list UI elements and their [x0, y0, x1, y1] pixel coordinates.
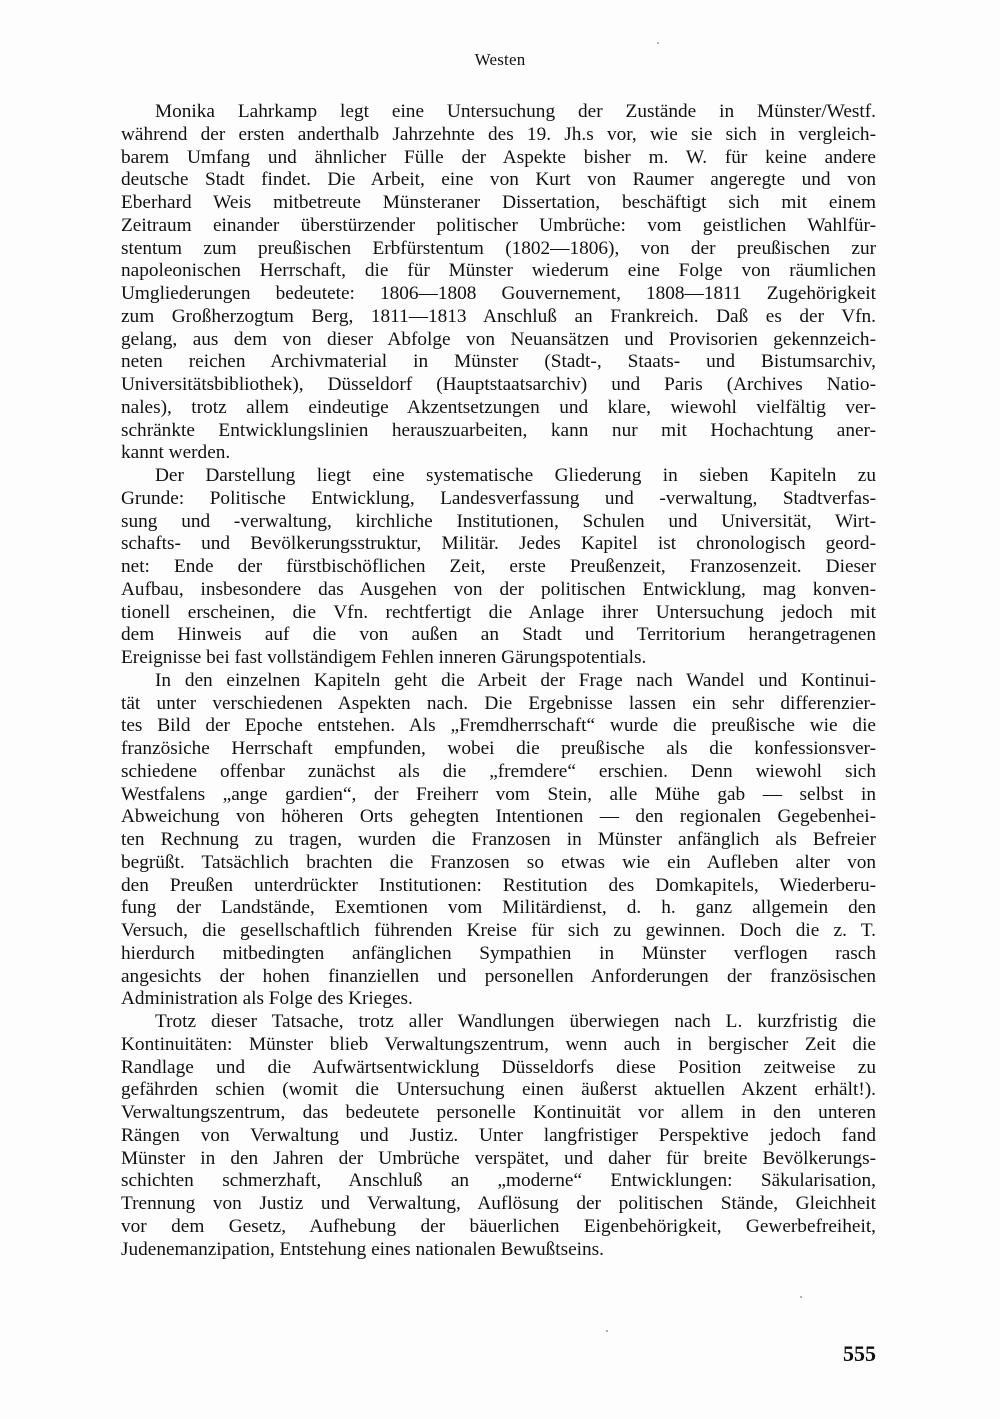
text-line: Rängen von Verwaltung und Justiz. Unter langfristiger Perspektive jedoch fand — [121, 1124, 876, 1146]
text-line: Münster in den Jahren der Umbrüche verspätet, und daher für breite Bevölkerungs- — [121, 1147, 876, 1169]
text-line: Eberhard Weis mitbetreute Münsteraner Dissertation, beschäftigt sich mit einem — [121, 192, 876, 213]
text-line: tes Bild der Epoche entstehen. Als „Fremdherrschaft“ wurde die preußische wie die — [121, 715, 876, 737]
text-line: Westfalens „ange gardien“, der Freiherr vom Stein, alle Mühe gab — selbst in — [121, 783, 876, 805]
paragraph — [121, 1011, 876, 1261]
paragraph — [121, 670, 876, 1011]
text-line: Administration als Folge des Krieges. — [121, 988, 413, 1010]
text-line: ten Rechnung zu tragen, wurden die Franzosen in Münster anfänglich als Befreier — [121, 829, 876, 850]
text-line: Der Darstellung liegt eine systematische Gliederung in sieben Kapiteln zu — [155, 465, 876, 486]
paragraph — [121, 101, 876, 465]
text-line: fung der Landstände, Exemtionen vom Militärdienst, d. h. ganz allgemein den — [121, 897, 876, 919]
text-line: schafts- und Bevölkerungsstruktur, Militär. Jedes Kapitel ist chronologisch geord- — [121, 533, 876, 555]
text-line: Aufbau, insbesondere das Ausgehen von der politischen Entwicklung, mag konven- — [121, 578, 876, 600]
text-line: Abweichung von höheren Orts gehegten Intentionen — den regionalen Gegebenhei- — [121, 806, 876, 828]
text-line: während der ersten anderthalb Jahrzehnte des 19. Jh.s vor, wie sie sich in vergleich- — [121, 123, 876, 145]
text-line: Ereignisse bei fast vollständigem Fehlen inneren Gärungspotentials. — [121, 647, 647, 668]
text-line: Judenemanzipation, Entstehung eines nationalen Bewußtseins. — [121, 1238, 604, 1260]
text-line: tionell erscheinen, die Vfn. rechtfertigt die Anlage ihrer Untersuchung jedoch mit — [121, 601, 876, 623]
text-line: schichten schmerzhaft, Anschluß an „moderne“ Entwicklungen: Säkularisation, — [121, 1170, 876, 1192]
text-line: stentum zum preußischen Erbfürstentum (1802—1806), von der preußischen zur — [121, 237, 876, 259]
body-text — [121, 101, 876, 1261]
text-line: Verwaltungszentrum, das bedeutete personelle Kontinuität vor allem in den unteren — [121, 1102, 876, 1123]
text-line: deutsche Stadt findet. Die Arbeit, eine von Kurt von Raumer angeregte und von — [121, 169, 876, 191]
text-line: Monika Lahrkamp legt eine Untersuchung der Zustände in Münster/Westf. — [155, 101, 876, 122]
text-line: barem Umfang und ähnlicher Fülle der Aspekte bisher m. W. für keine andere — [121, 146, 876, 168]
text-line: Zeitraum einander überstürzender politischer Umbrüche: vom geistlichen Wahlfür- — [121, 214, 876, 236]
scan-speck — [606, 1330, 608, 1332]
scan-speck — [800, 1296, 802, 1298]
text-line: Randlage und die Aufwärtsentwicklung Düsseldorfs diese Position zeitweise zu — [121, 1056, 876, 1078]
text-line: Grunde: Politische Entwicklung, Landesverfassung und -verwaltung, Stadtverfas- — [121, 487, 876, 509]
text-line: Trotz dieser Tatsache, trotz aller Wandlungen überwiegen nach L. kurzfristig die — [155, 1011, 876, 1032]
text-line: tät unter verschiedenen Aspekten nach. Die Ergebnisse lassen ein sehr differenzier- — [121, 692, 876, 714]
page-number: 555 — [843, 1341, 876, 1366]
text-line: Kontinuitäten: Münster blieb Verwaltungszentrum, wenn auch in bergischer Zeit die — [121, 1033, 876, 1055]
text-line: sung und -verwaltung, kirchliche Institutionen, Schulen und Universität, Wirt- — [121, 510, 876, 532]
text-line: neten reichen Archivmaterial in Münster (Stadt-, Staats- und Bistumsarchiv, — [121, 351, 876, 373]
text-line: angesichts der hohen finanziellen und personellen Anforderungen der französischen — [121, 965, 876, 987]
text-line: net: Ende der fürstbischöflichen Zeit, erste Preußenzeit, Franzosenzeit. Dieser — [121, 556, 876, 577]
text-line: schränkte Entwicklungslinien herauszuarbeiten, kann nur mit Hochachtung aner- — [121, 419, 876, 441]
text-line: zum Großherzogtum Berg, 1811—1813 Anschluß an Frankreich. Daß es der Vfn. — [121, 305, 876, 327]
text-line: Umgliederungen bedeutete: 1806—1808 Gouvernement, 1808—1811 Zugehörigkeit — [121, 283, 876, 304]
text-line: Versuch, die gesellschaftlich führenden Kreise für sich zu gewinnen. Doch die z. T. — [121, 920, 876, 941]
text-line: gefährden schien (womit die Untersuchung einen äußerst aktuellen Akzent erhält!). — [121, 1079, 876, 1101]
text-line: Universitätsbibliothek), Düsseldorf (Hauptstaatsarchiv) und Paris (Archives Natio- — [121, 374, 876, 395]
text-line: Trennung von Justiz und Verwaltung, Auflösung der politischen Stände, Gleichheit — [121, 1193, 876, 1214]
text-line: nales), trotz allem eindeutige Akzentsetzungen und klare, wiewohl vielfältig ver- — [121, 396, 876, 418]
text-line: gelang, aus dem von dieser Abfolge von Neuansätzen und Provisorien gekennzeich- — [121, 328, 876, 350]
text-line: vor dem Gesetz, Aufhebung der bäuerlichen Eigenbehörigkeit, Gewerbefreiheit, — [121, 1215, 876, 1237]
running-head: Westen — [474, 50, 526, 69]
text-line: schiedene offenbar zunächst als die „fremdere“ erschien. Denn wiewohl sich — [121, 760, 876, 782]
text-line: den Preußen unterdrückter Institutionen: Restitution des Domkapitels, Wiederberu- — [121, 874, 876, 896]
text-line: napoleonischen Herrschaft, die für Münster wiederum eine Folge von räumlichen — [121, 260, 876, 282]
text-line: dem Hinweis auf die von außen an Stadt und Territorium herangetragenen — [121, 624, 876, 646]
text-line: hierdurch mitbedingten anfänglichen Sympathien in Münster verflogen rasch — [121, 942, 876, 964]
text-line: französiche Herrschaft empfunden, wobei die preußische als die konfessionsver- — [121, 738, 876, 759]
paragraph — [121, 465, 876, 670]
text-line: kannt werden. — [121, 442, 231, 464]
text-line: In den einzelnen Kapiteln geht die Arbeit der Frage nach Wandel und Kontinui- — [155, 669, 876, 691]
text-line: begrüßt. Tatsächlich brachten die Franzosen so etwas wie ein Aufleben alter von — [121, 851, 876, 873]
scan-speck — [657, 42, 659, 44]
